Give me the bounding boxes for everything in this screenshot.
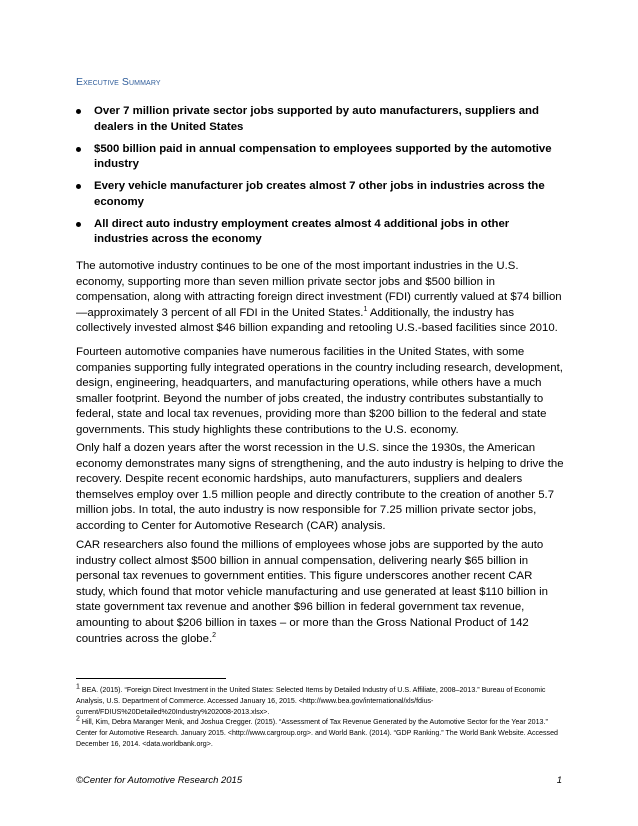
body-paragraph-1 (76, 259, 564, 337)
section-heading: Executive Summary (76, 76, 161, 88)
footer-copyright: ©Center for Automotive Research 2015 (76, 775, 243, 786)
bullet-icon (76, 184, 81, 189)
summary-bullet (76, 217, 566, 248)
bullet-icon (76, 147, 81, 152)
paragraph-text: CAR researchers also found the millions of employees whose jobs are supported by the auto industry collect almost $500 billion in annual compensation, delivering nearly $65 billion in personal tax revenues to government entities. This figure underscores another recent CAR study, which found that motor vehicle manufacturing and use generated at least $110 billion in state government tax revenue and another $96 billion in federal government tax revenue, amounting to about $206 billion in taxes – or more than the Gross National Product of 142 countries across the globe. (76, 539, 548, 645)
footnote-divider (76, 678, 226, 679)
footnote-number: 1 (76, 683, 80, 691)
paragraph-text: The automotive industry continues to be one of the most important industries in the U.S. economy, supporting more than seven million private sector jobs and $500 billion in compensation, along with attracting foreign direct investment (FDI) currently valued at $74 billion—approximately 3 percent of all FDI in the United States. (76, 260, 562, 319)
summary-bullet (76, 104, 566, 135)
footnote-reference: 2 (212, 631, 217, 639)
summary-bullet (76, 142, 566, 173)
bullet-icon (76, 222, 81, 227)
body-paragraph-2: Fourteen automotive companies have numerous facilities in the United States, with some companies supporting fully integrated operations in the country including research, development, design, engineering, headquarters, and manufacturing operations, while others have a much smaller footprint. Beyond the number of jobs created, the industry contributes substantially to federal, state and local tax revenues, providing more than $200 billion to the federal and state governments. This study highlights these contributions to the U.S. economy. (76, 346, 563, 436)
footnote-number: 2 (76, 716, 80, 724)
summary-bullet-text: Over 7 million private sector jobs supported by auto manufacturers, suppliers and dealers in the United States (94, 105, 539, 133)
summary-bullet-list (76, 104, 566, 254)
summary-bullet (76, 179, 566, 210)
summary-bullet-text: $500 billion paid in annual compensation to employees supported by the automotive industry (94, 142, 552, 170)
footnote (76, 685, 564, 717)
page-number: 1 (556, 775, 562, 786)
paragraph-text: Additionally, the industry has collectively invested almost $46 billion expanding and retooling U.S.-based facilities since 2010. (76, 306, 558, 335)
body-paragraph-3: Only half a dozen years after the worst recession in the U.S. since the 1930s, the American economy demonstrates many signs of strengthening, and the auto industry is helping to drive the recovery. Despite recent economic hardships, auto manufacturers, suppliers and dealers themselves employ over 1.5 million people and directly contribute to the creation of another 5.7 million jobs. In total, the auto industry is now responsible for 7.25 million private sector jobs, according to Center for Automotive Research (CAR) analysis. (76, 442, 564, 532)
footnote-text: BEA. (2015). “Foreign Direct Investment in the United States: Selected Items by Detailed Industry of U.S. Affiliate, 2008–2013.” Bureau of Economic Analysis, U.S. Department of Commerce. Accessed January 16, 2015. <http://www.bea.gov/international/xls/fdius-current/FDIUS%20Detailed%20Industry%202008-2013.xlsx>. (76, 686, 546, 716)
body-paragraph-4 (76, 538, 564, 647)
summary-bullet-text: All direct auto industry employment creates almost 4 additional jobs in other industries across the economy (94, 217, 510, 245)
bullet-icon (76, 109, 81, 114)
summary-bullet-text: Every vehicle manufacturer job creates almost 7 other jobs in industries across the economy (94, 180, 545, 208)
footnotes (76, 685, 564, 750)
footnote-reference: 1 (363, 305, 368, 313)
footnote-text: Hill, Kim, Debra Maranger Menk, and Joshua Cregger. (2015). “Assessment of Tax Revenue Generated by the Automotive Sector for the Year 2013.” Center for Automotive Research. January 2015. <http://www.cargroup.org>. and World Bank. (2014). “GDP Ranking.” The World Bank Website. Accessed December 16, 2014. <data.worldbank.org>. (76, 718, 558, 748)
footnote (76, 717, 564, 749)
